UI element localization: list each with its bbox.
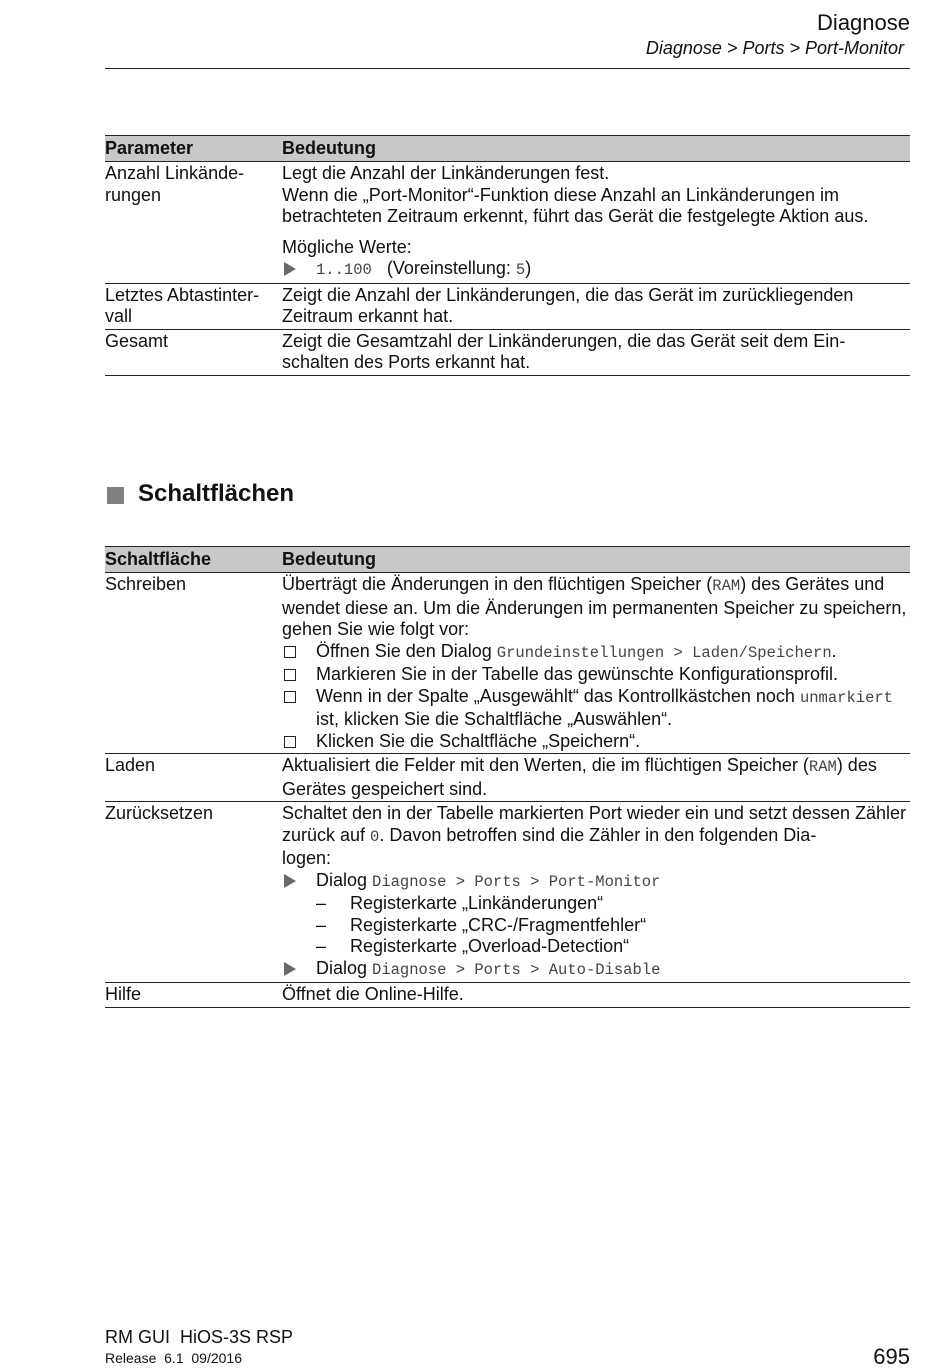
tab-text: Registerkarte „Overload-Detection“ <box>350 936 630 956</box>
dialog-path-code: Diagnose > Ports > Port-Monitor <box>372 872 661 891</box>
dialog-path-code: Diagnose > Ports > Auto-Disable <box>372 960 661 979</box>
parameter-name: Gesamt <box>105 329 282 375</box>
dash-bullet: – <box>316 914 327 935</box>
button-name: Laden <box>105 754 282 802</box>
table-row <box>105 983 910 1008</box>
breadcrumb: Diagnose > Ports > Port-Monitor <box>645 38 904 58</box>
default-close: ) <box>525 258 532 278</box>
parameter-name <box>105 162 282 284</box>
step-item <box>282 731 910 753</box>
dialog-label: Dialog <box>316 869 373 890</box>
dash-bullet: – <box>316 936 327 956</box>
parameter-name-text: Letztes Abtastinter- vall <box>105 284 260 326</box>
bullet-triangle-icon <box>284 962 296 976</box>
button-description <box>282 754 910 802</box>
ram-code: RAM <box>712 577 741 595</box>
zero-code: 0 <box>370 827 380 846</box>
buttons-table <box>105 546 910 1008</box>
description-text <box>282 803 910 870</box>
button-description <box>282 573 910 754</box>
header-divider <box>105 68 910 69</box>
page-header-title: Diagnose <box>817 10 910 35</box>
table-row <box>105 162 910 284</box>
possible-value-item <box>282 258 910 282</box>
step-text: Klicken Sie die Schaltfläche „Speichern“. <box>316 730 641 751</box>
parameter-name-text: Anzahl Linkände- rungen <box>105 163 245 205</box>
section-marker-icon <box>107 487 124 504</box>
dialog-path-code: Grundeinstellungen > Laden/Speichern <box>496 643 832 662</box>
bullet-triangle-icon <box>284 874 296 888</box>
column-header-parameter: Parameter <box>105 136 282 162</box>
description-part: . Davon betroffen sind die Zähler in den folgenden Dia- logen: <box>282 824 817 868</box>
tab-item <box>282 936 910 958</box>
step-item <box>282 686 910 731</box>
default-value: 5 <box>515 261 526 279</box>
step-text: Öffnen Sie den Dialog <box>316 640 497 661</box>
default-label: (Voreinstellung: <box>386 258 516 278</box>
dash-bullet: – <box>316 893 327 913</box>
parameter-name <box>105 283 282 329</box>
step-text: Wenn in der Spalte „Ausgewählt“ das Kontrollkästchen noch <box>316 685 800 706</box>
dialog-item <box>282 958 910 982</box>
description-part: ) des Gerätes und wendet diese an. Um die Änderungen im permanenten Speicher zu speichern, gehen Sie wie folgt vor: <box>282 574 907 639</box>
parameter-description: Zeigt die Gesamtzahl der Linkänderungen, die das Gerät seit dem Ein- schalten des Ports erkannt hat. <box>282 329 910 375</box>
column-header-meaning: Bedeutung <box>282 547 910 573</box>
footer-release: Release 6.1 09/2016 <box>105 1350 242 1366</box>
button-name: Zurücksetzen <box>105 802 282 983</box>
checkbox-icon <box>284 691 296 703</box>
column-header-button: Schaltfläche <box>105 547 282 573</box>
section-title: Schaltflächen <box>138 480 295 507</box>
table-row <box>105 802 910 983</box>
description-part: Schaltet den in der Tabelle markierten Port wieder ein und setzt dessen Zähler zurück auf <box>282 803 907 845</box>
tab-text: Registerkarte „Linkänderungen“ <box>350 893 604 913</box>
button-description: Öffnet die Online-Hilfe. <box>282 983 910 1008</box>
table-row <box>105 283 910 329</box>
page-number: 695 <box>873 1344 910 1369</box>
checkbox-icon <box>284 646 296 658</box>
parameter-table <box>105 135 910 376</box>
description-line: Legt die Anzahl der Linkänderungen fest. <box>282 163 610 183</box>
description-text <box>282 574 910 641</box>
tab-item <box>282 915 910 937</box>
column-header-meaning: Bedeutung <box>282 136 910 162</box>
button-name: Hilfe <box>105 983 282 1008</box>
ram-code: RAM <box>808 758 837 776</box>
button-name: Schreiben <box>105 573 282 754</box>
value-range: 1..100 <box>316 261 372 279</box>
state-code: unmarkiert <box>799 688 893 707</box>
possible-values-label: Mögliche Werte: <box>282 236 412 257</box>
tab-text: Registerkarte „CRC-/Fragmentfehler“ <box>350 914 647 935</box>
table-row <box>105 573 910 754</box>
step-text: ist, klicken Sie die Schaltfläche „Auswählen“. <box>316 709 673 729</box>
description-part: ) des Gerätes gespeichert sind. <box>282 755 877 799</box>
table-header-row <box>105 136 910 162</box>
table-row <box>105 329 910 375</box>
parameter-description: Zeigt die Anzahl der Linkänderungen, die das Gerät im zurückliegenden Zeitraum erkannt hat. <box>282 283 910 329</box>
description-part: Überträgt die Änderungen in den flüchtigen Speicher ( <box>282 574 713 594</box>
step-text: Markieren Sie in der Tabelle das gewünschte Konfigurationsprofil. <box>316 664 838 684</box>
description-part: Aktualisiert die Felder mit den Werten, die im flüchtigen Speicher ( <box>282 755 809 775</box>
tab-item <box>282 893 910 915</box>
footer-product: RM GUI HiOS-3S RSP <box>105 1327 294 1347</box>
description-line: Wenn die „Port-Monitor“-Funktion diese Anzahl an Linkänderungen im betrachteten Zeitraum erkennt, führt das Gerät die festgelegte Aktion aus. <box>282 184 869 226</box>
button-description <box>282 802 910 983</box>
step-item <box>282 641 910 665</box>
parameter-description <box>282 162 910 284</box>
checkbox-icon <box>284 669 296 681</box>
step-item <box>282 664 910 686</box>
checkbox-icon <box>284 736 296 748</box>
table-header-row <box>105 547 910 573</box>
bullet-triangle-icon <box>284 262 296 276</box>
table-row <box>105 754 910 802</box>
dialog-item <box>282 870 910 894</box>
step-text: . <box>831 640 837 661</box>
dialog-label: Dialog <box>316 957 373 978</box>
